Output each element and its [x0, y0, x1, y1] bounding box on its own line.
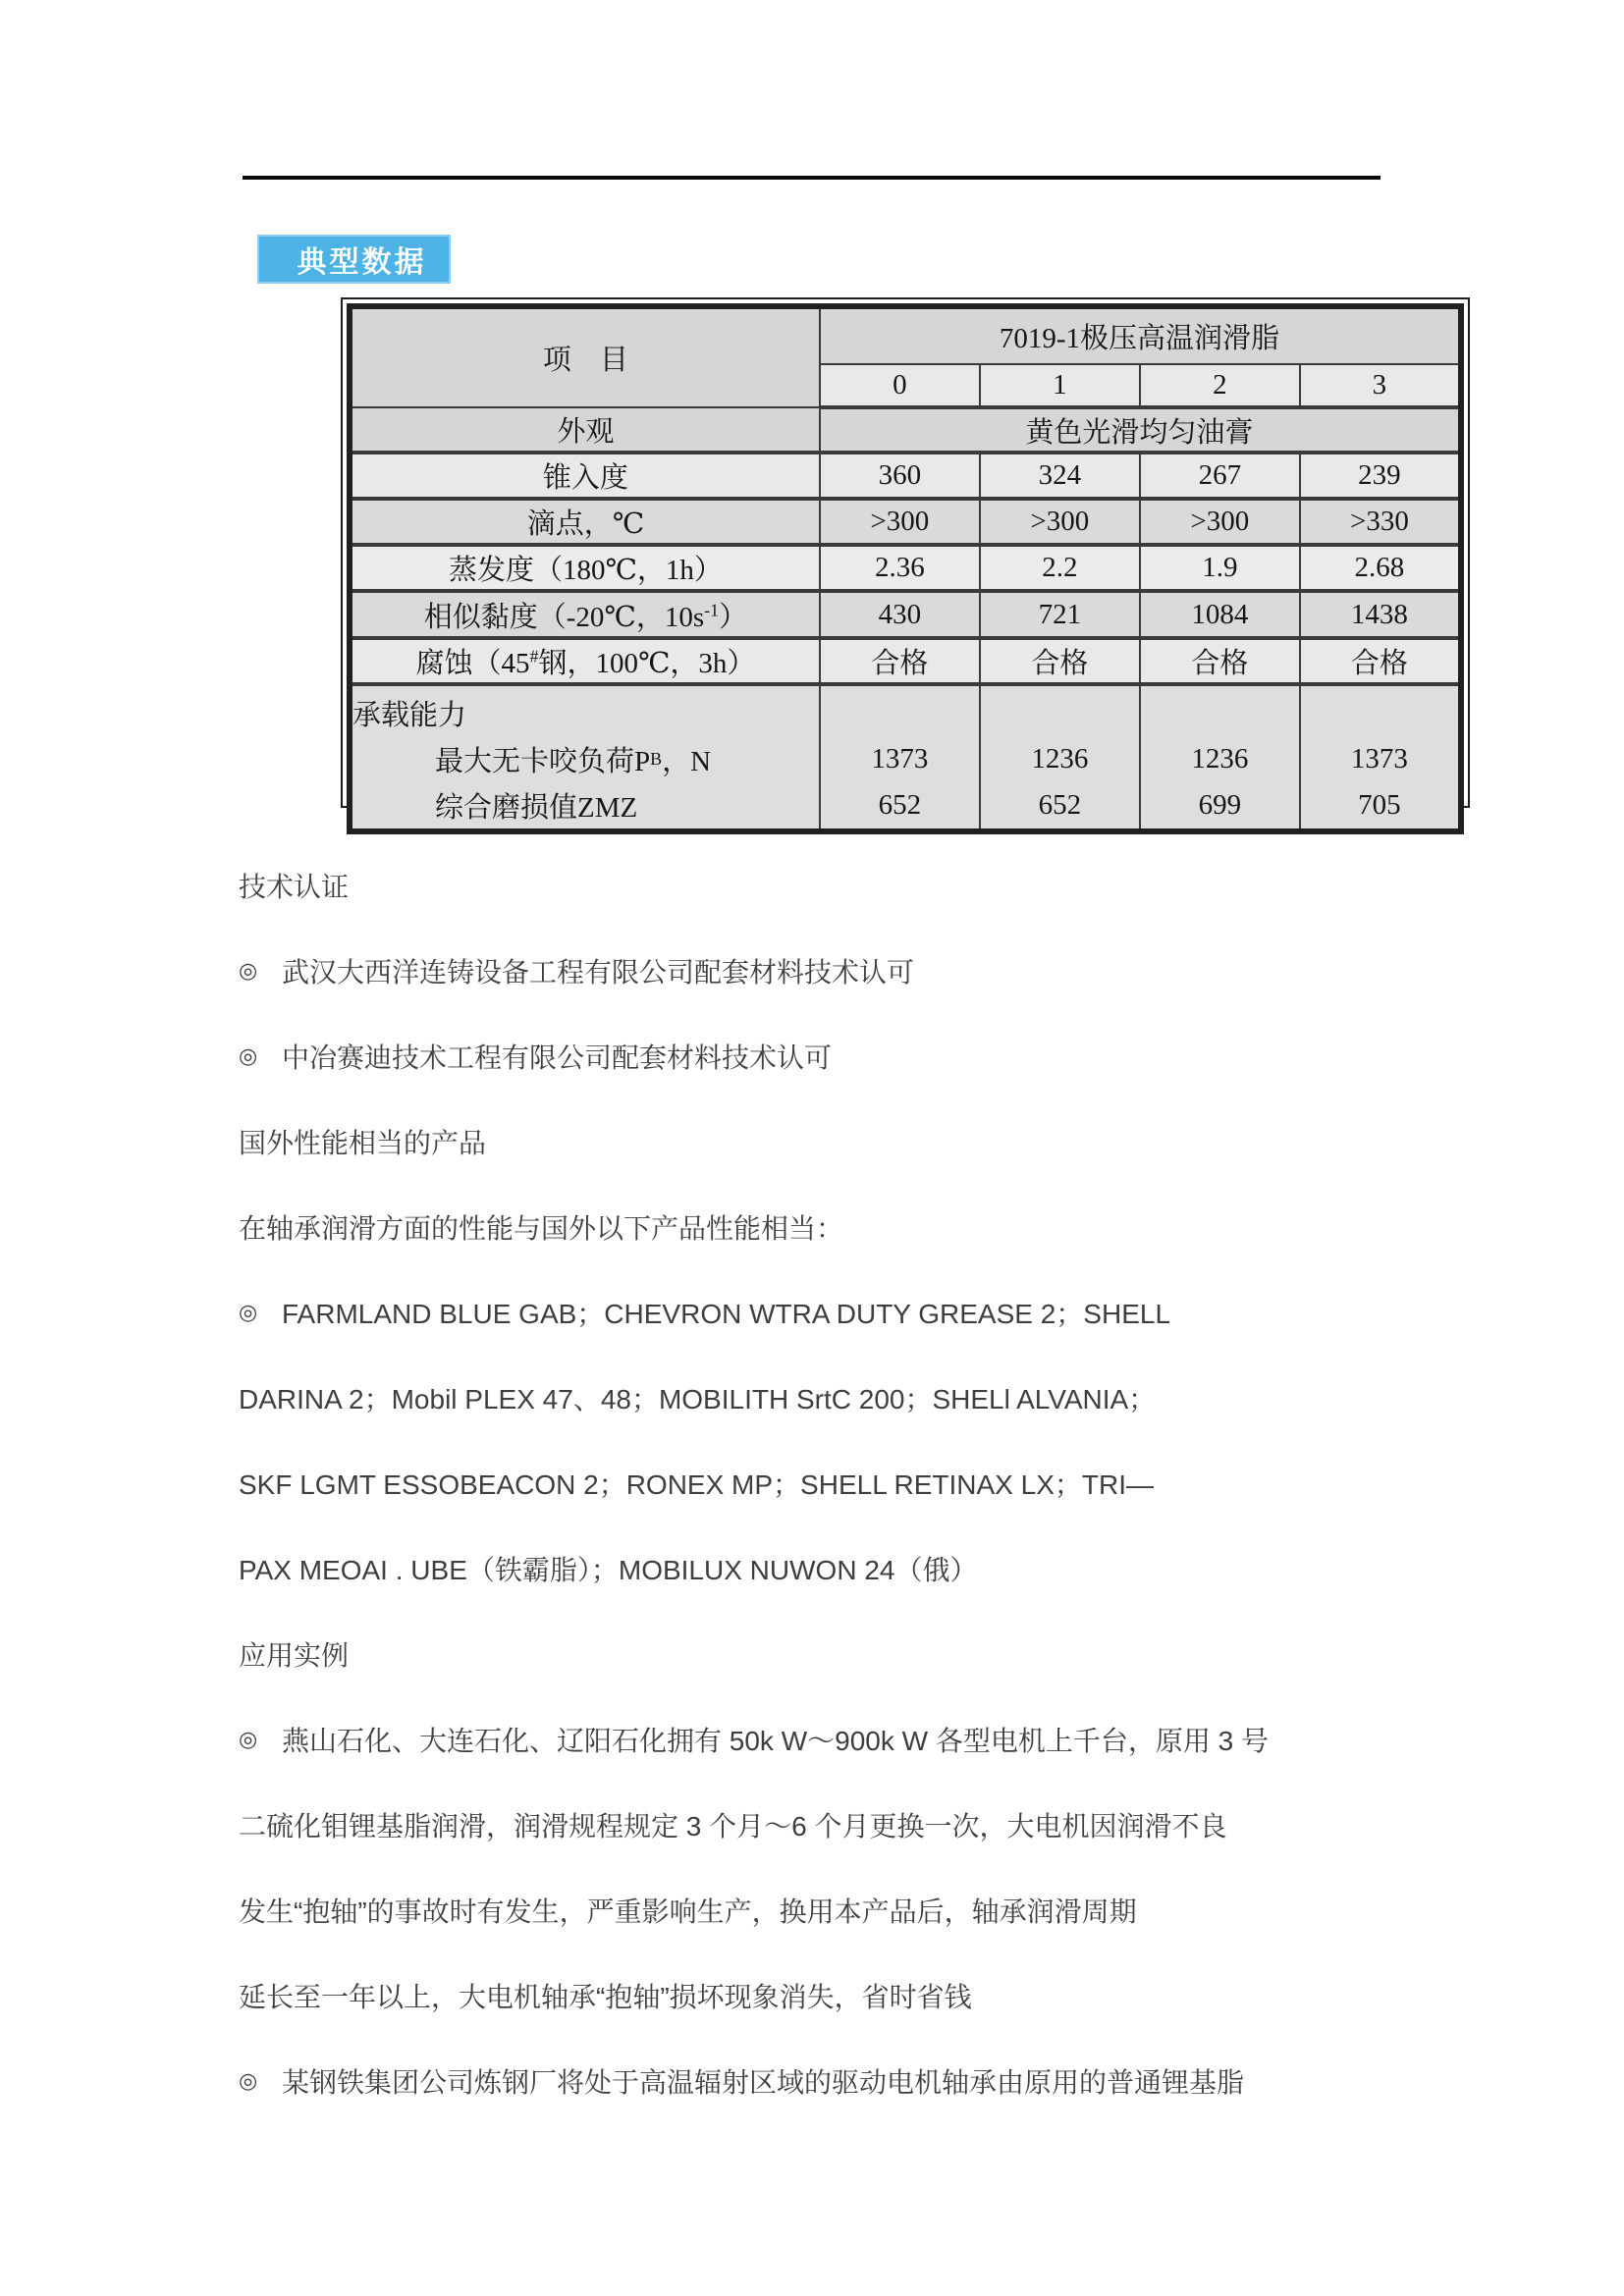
cell-value: 721	[980, 591, 1140, 638]
typical-data-table	[347, 303, 1464, 834]
cell-value: 2.36	[820, 545, 980, 591]
row-label: 滴点，℃	[350, 499, 820, 545]
cell-value: >300	[1140, 499, 1300, 545]
table-row-load-capacity	[350, 684, 1461, 831]
cell-value-stack	[980, 684, 1140, 831]
cell-value-stack	[1140, 684, 1300, 831]
equivalent-products-continuation: PAX MEOAI . UBE（铁霸脂）；MOBILUX NUWON 24（俄）	[239, 1554, 978, 1585]
grade-cell: 3	[1300, 364, 1461, 407]
cell-value: 239	[1300, 453, 1461, 499]
application-example-item: ◎ 某钢铁集团公司炼钢厂将处于高温辐射区域的驱动电机轴承由原用的普通锂基脂	[239, 2066, 1245, 2098]
cell-value-stack	[1300, 684, 1461, 831]
table-row-corrosion	[350, 638, 1461, 684]
section-heading-certification: 技术认证	[239, 871, 350, 902]
grade-cell: 2	[1140, 364, 1300, 407]
cell-value-stack	[820, 684, 980, 831]
zmz-value: 705	[1358, 789, 1401, 821]
cell-value: 2.68	[1300, 545, 1461, 591]
bullet-icon: ◎	[239, 1042, 258, 1068]
grade-cell: 0	[820, 364, 980, 407]
bullet-icon: ◎	[239, 1299, 258, 1324]
typical-data-table-frame	[341, 297, 1470, 824]
header-product-cell: 7019-1极压高温润滑脂	[820, 306, 1461, 364]
application-example-item: ◎ 燕山石化、大连石化、辽阳石化拥有 50k W～900k W 各型电机上千台，原用 3 号	[239, 1725, 1269, 1756]
cell-value: 合格	[980, 638, 1140, 684]
cell-value: 2.2	[980, 545, 1140, 591]
row-label-group	[350, 684, 820, 831]
cell-value: 合格	[1300, 638, 1461, 684]
row-label: 锥入度	[350, 453, 820, 499]
cell-value: >300	[820, 499, 980, 545]
equivalent-products-continuation: DARINA 2；Mobil PLEX 47、48；MOBILITH SrtC 200；SHELl ALVANIA；	[239, 1383, 1157, 1415]
equivalent-products-continuation: SKF LGMT ESSOBEACON 2；RONEX MP；SHELL RETINAX LX；TRI—	[239, 1468, 1154, 1500]
cell-value: 1.9	[1140, 545, 1300, 591]
certification-item: ◎ 中冶赛迪技术工程有限公司配套材料技术认可	[239, 1041, 833, 1073]
zmz-value: 652	[878, 789, 922, 821]
table-row-apparent-viscosity	[350, 591, 1461, 638]
row-label: 外观	[350, 407, 820, 453]
cell-value: >300	[980, 499, 1140, 545]
pb-value: 1236	[1031, 743, 1089, 774]
table-row-appearance	[350, 407, 1461, 453]
cell-value: 合格	[1140, 638, 1300, 684]
application-example-continuation: 二硫化钼锂基脂润滑，润滑规程规定 3 个月～6 个月更换一次，大电机因润滑不良	[239, 1810, 1227, 1842]
cell-value: >330	[1300, 499, 1461, 545]
header-item-cell: 项 目	[350, 306, 820, 407]
body-text	[239, 842, 1407, 2123]
cell-value: 1084	[1140, 591, 1300, 638]
cell-value: 267	[1140, 453, 1300, 499]
bullet-icon: ◎	[239, 1726, 258, 1751]
grade-cell: 1	[980, 364, 1140, 407]
section-badge-typical-data	[257, 235, 451, 284]
bullet-icon: ◎	[239, 957, 258, 983]
table-row-drop-point	[350, 499, 1461, 545]
table-row-evaporation	[350, 545, 1461, 591]
section-heading-equivalent-products: 国外性能相当的产品	[239, 1127, 487, 1158]
application-example-continuation: 发生“抱轴”的事故时有发生，严重影响生产，换用本产品后，轴承润滑周期	[239, 1896, 1137, 1927]
load-capacity-title: 承载能力	[352, 700, 467, 731]
section-badge-label: 典型数据	[297, 246, 427, 279]
pb-value: 1236	[1191, 743, 1249, 774]
section-heading-application-examples: 应用实例	[239, 1639, 350, 1671]
row-label: 相似黏度（-20℃，$10s^{-1}$）	[350, 591, 820, 638]
table-row-penetration	[350, 453, 1461, 499]
zmz-value: 652	[1038, 789, 1082, 821]
row-label: 蒸发度（180℃，1h）	[350, 545, 820, 591]
row-span-value: 黄色光滑均匀油膏	[820, 407, 1461, 453]
pb-value: 1373	[1350, 743, 1408, 774]
row-label: 腐蚀（45#钢，100℃，3h）	[350, 638, 820, 684]
application-example-continuation: 延长至一年以上，大电机轴承“抱轴”损坏现象消失，省时省钱	[239, 1981, 972, 2012]
cell-value: 合格	[820, 638, 980, 684]
bullet-icon: ◎	[239, 2067, 258, 2093]
zmz-label: 综合磨损值ZMZ	[435, 792, 638, 824]
pb-value: 1373	[871, 743, 929, 774]
certification-item: ◎ 武汉大西洋连铸设备工程有限公司配套材料技术认可	[239, 956, 915, 988]
cell-value: 1438	[1300, 591, 1461, 638]
table-header-row-1	[350, 306, 1461, 364]
cell-value: 360	[820, 453, 980, 499]
cell-value: 430	[820, 591, 980, 638]
zmz-value: 699	[1198, 789, 1242, 821]
header-rule	[243, 176, 1380, 180]
cell-value: 324	[980, 453, 1140, 499]
pb-label: 最大无卡咬负荷P B ，N	[435, 746, 712, 777]
equivalent-products-intro: 在轴承润滑方面的性能与国外以下产品性能相当：	[239, 1212, 844, 1244]
equivalent-products-item: ◎ FARMLAND BLUE GAB；CHEVRON WTRA DUTY GREASE 2；SHELL	[239, 1298, 1171, 1329]
